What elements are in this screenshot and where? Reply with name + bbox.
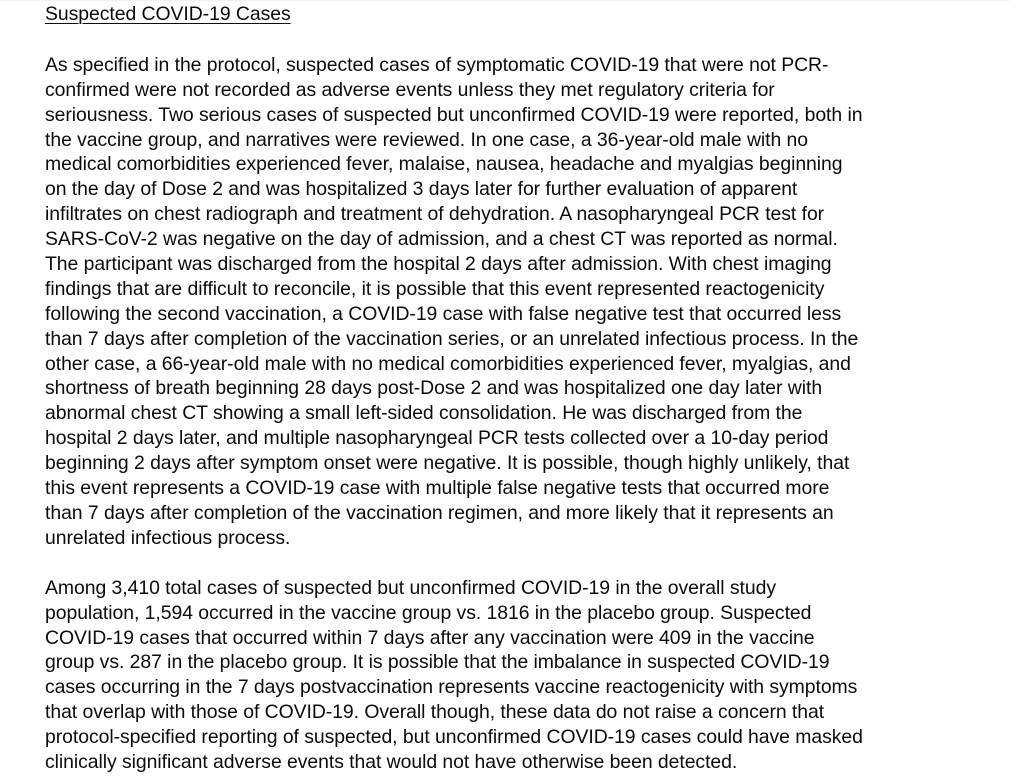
text-line: following the second vaccination, a COVID-19 case with false negative test that occurred less xyxy=(45,302,842,325)
text-line: population, 1,594 occurred in the vaccine group vs. 1816 in the placebo group. Suspected xyxy=(45,601,812,624)
text-line: other case, a 66-year-old male with no medical comorbidities experienced fever, myalgias, and xyxy=(45,352,851,375)
section-heading: Suspected COVID-19 Cases xyxy=(45,3,291,25)
document-body xyxy=(45,2,985,775)
text-line: COVID-19 cases that occurred within 7 days after any vaccination were 409 in the vaccine xyxy=(45,626,815,649)
text-line: than 7 days after completion of the vaccination regimen, and more likely that it represents an xyxy=(45,501,834,524)
text-line: than 7 days after completion of the vaccination series, or an unrelated infectious process. In the xyxy=(45,327,859,350)
text-line: As specified in the protocol, suspected cases of symptomatic COVID-19 that were not PCR- xyxy=(45,53,829,76)
text-line: shortness of breath beginning 28 days post-Dose 2 and was hospitalized one day later with xyxy=(45,377,823,400)
text-line: unrelated infectious process. xyxy=(45,526,291,549)
text-line: confirmed were not recorded as adverse events unless they met regulatory criteria for xyxy=(45,78,775,101)
text-line: hospital 2 days later, and multiple nasopharyngeal PCR tests collected over a 10-day period xyxy=(45,427,829,450)
paragraph-serious-cases xyxy=(45,53,985,551)
text-line: The participant was discharged from the hospital 2 days after admission. With chest imaging xyxy=(45,253,832,276)
text-line: on the day of Dose 2 and was hospitalized 3 days later for further evaluation of apparent xyxy=(45,178,798,201)
text-line: abnormal chest CT showing a small left-sided consolidation. He was discharged from the xyxy=(45,402,803,425)
text-line: cases occurring in the 7 days postvaccination represents vaccine reactogenicity with symptoms xyxy=(45,676,858,699)
text-line: protocol-specified reporting of suspected, but unconfirmed COVID-19 cases could have masked xyxy=(45,726,863,749)
text-line: findings that are difficult to reconcile, it is possible that this event represented reactogenicity xyxy=(45,277,825,300)
text-line: the vaccine group, and narratives were reviewed. In one case, a 36-year-old male with no xyxy=(45,128,809,151)
paragraph-overall-cases xyxy=(45,576,985,775)
text-line: clinically significant adverse events that would not have otherwise been detected. xyxy=(45,750,738,773)
text-line: that overlap with those of COVID-19. Overall though, these data do not raise a concern that xyxy=(45,701,825,724)
text-line: group vs. 287 in the placebo group. It is possible that the imbalance in suspected COVID-19 xyxy=(45,651,830,674)
text-line: medical comorbidities experienced fever, malaise, nausea, headache and myalgias beginning xyxy=(45,153,843,176)
text-line: this event represents a COVID-19 case with multiple false negative tests that occurred more xyxy=(45,477,830,500)
text-line: seriousness. Two serious cases of suspected but unconfirmed COVID-19 were reported, both in xyxy=(45,103,863,126)
text-line: SARS-CoV-2 was negative on the day of admission, and a chest CT was reported as normal. xyxy=(45,228,838,251)
text-line: Among 3,410 total cases of suspected but unconfirmed COVID-19 in the overall study xyxy=(45,576,776,599)
text-line: beginning 2 days after symptom onset were negative. It is possible, though highly unlikely, that xyxy=(45,452,850,475)
text-line: infiltrates on chest radiograph and treatment of dehydration. A nasopharyngeal PCR test for xyxy=(45,203,825,226)
